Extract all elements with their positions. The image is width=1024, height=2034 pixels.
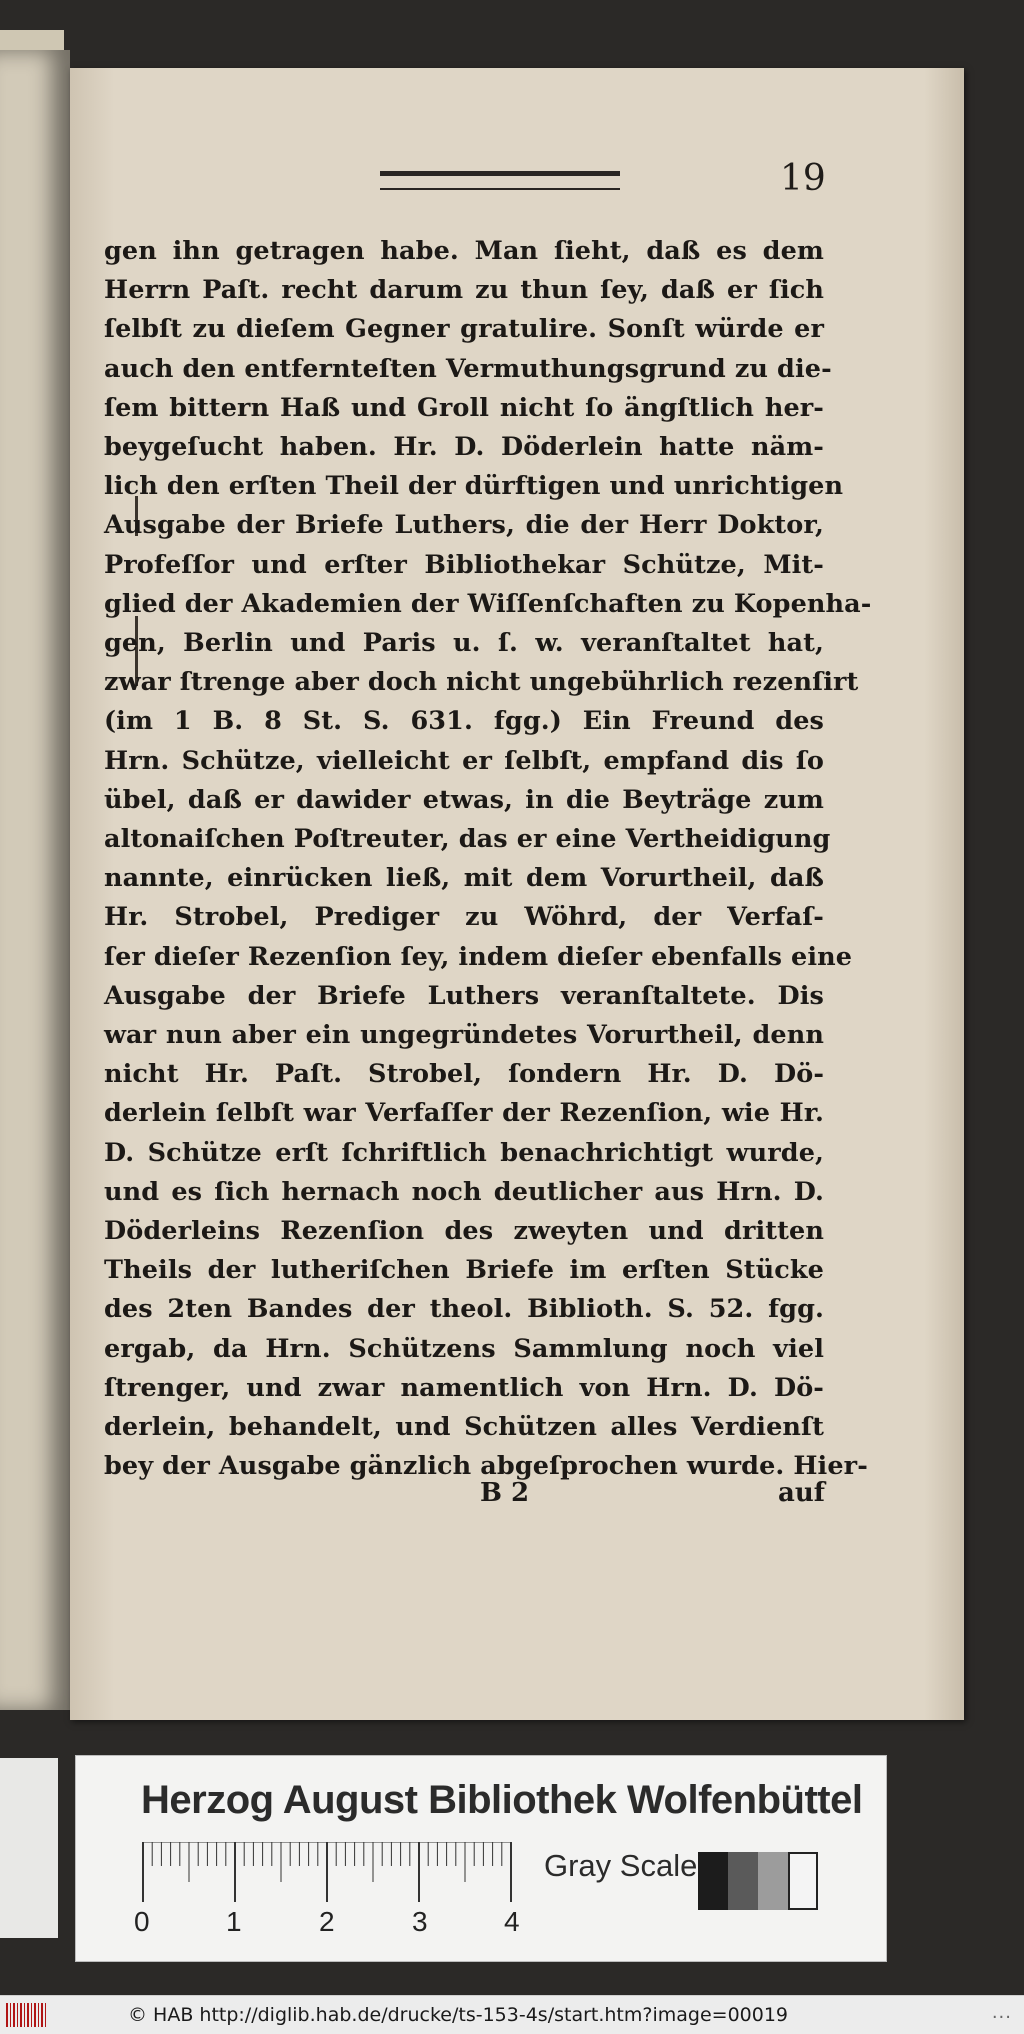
text-line: gen ihn getragen habe. Man ſieht, daß es dem xyxy=(104,236,824,266)
target-strip xyxy=(0,1758,58,1938)
text-line: ſem bittern Haß und Groll nicht ſo ängſtlich her- xyxy=(104,392,824,423)
text-line: übel, daß er dawider etwas, in die Beyträge zum xyxy=(104,784,824,815)
gray-swatch-white xyxy=(788,1852,818,1910)
gray-scale-label: Gray Scale xyxy=(544,1848,698,1883)
text-line: beygeſucht haben. Hr. D. Döderlein hatte näm- xyxy=(104,432,824,463)
viewer-footer xyxy=(0,1995,1024,2034)
text-line: Herrn Paſt. recht darum zu thun ſey, daß er ſich xyxy=(104,275,824,306)
text-line: derlein, behandelt, und Schützen alles Verdienſt xyxy=(104,1412,824,1443)
text-line: des 2ten Bandes der theol. Biblioth. S. 52. fgg. xyxy=(104,1294,824,1325)
catchword: auf xyxy=(778,1478,825,1508)
body-text xyxy=(104,232,872,1487)
text-line: Döderleins Rezenſion des zweyten und dritten xyxy=(104,1216,824,1247)
text-line: altonaiſchen Poſtreuter, das er eine Vertheidigung xyxy=(104,824,831,855)
text-line: D. Schütze erſt ſchriftlich benachrichtigt wurde, xyxy=(104,1137,824,1168)
text-line: auch den entfernteſten Vermuthungsgrund zu die- xyxy=(104,353,832,384)
text-line: ſer dieſer Rezenſion ſey, indem dieſer ebenfalls eine xyxy=(104,941,853,972)
text-line: Profeſſor und erſter Bibliothekar Schütze, Mit- xyxy=(104,549,824,580)
text-line: nicht Hr. Paſt. Strobel, ſondern Hr. D. Dö- xyxy=(104,1059,824,1090)
text-line: Ausgabe der Briefe Luthers, die der Herr Doktor, xyxy=(104,510,824,541)
ruler xyxy=(141,1842,513,1906)
text-line: lich den erſten Theil der dürftigen und unrichtigen xyxy=(104,471,844,502)
text-line: ergab, da Hrn. Schützens Sammlung noch viel xyxy=(104,1333,824,1364)
text-line: bey der Ausgabe gänzlich abgeſprochen wurde. Hier- xyxy=(104,1451,868,1482)
source-url[interactable]: © HAB http://diglib.hab.de/drucke/ts-153-4s/start.htm?image=00019 xyxy=(128,2004,789,2026)
text-line: nannte, einrücken ließ, mit dem Vorurtheil, daß xyxy=(104,863,824,894)
text-line: Theils der lutheriſchen Briefe im erſten Stücke xyxy=(104,1255,824,1286)
book-page xyxy=(70,68,964,1720)
text-line: ſelbſt zu dieſem Gegner gratulire. Sonſt würde er xyxy=(104,314,824,345)
signature-mark: B 2 xyxy=(480,1478,530,1508)
library-name: Herzog August Bibliothek Wolfenbüttel xyxy=(141,1778,863,1822)
text-line: war nun aber ein ungegründetes Vorurtheil, denn xyxy=(104,1020,824,1051)
gray-swatch-light xyxy=(758,1852,788,1910)
gray-swatch-dark xyxy=(728,1852,758,1910)
text-line: Ausgabe der Briefe Luthers veranſtaltete. Dis xyxy=(104,980,824,1011)
text-line: Hrn. Schütze, vielleicht er ſelbſt, empfand dis ſo xyxy=(104,745,824,776)
text-line: (im 1 B. 8 St. S. 631. fgg.) Ein Freund des xyxy=(104,706,824,737)
text-line: gen, Berlin und Paris u. ſ. w. veranſtaltet hat, xyxy=(104,628,824,659)
text-line: und es ſich hernach noch deutlicher aus Hrn. D. xyxy=(104,1176,824,1207)
ruler-number: 4 xyxy=(504,1906,520,1937)
text-line: Hr. Strobel, Prediger zu Wöhrd, der Verfaſ- xyxy=(104,902,824,933)
ruler-number: 1 xyxy=(226,1906,242,1937)
ruler-number: 3 xyxy=(412,1906,428,1937)
more-menu-icon[interactable]: ... xyxy=(991,2002,1012,2023)
page-number: 19 xyxy=(780,158,826,199)
color-target xyxy=(75,1755,887,1962)
barcode-icon[interactable] xyxy=(6,2003,46,2027)
text-line: zwar ſtrenge aber doch nicht ungebührlich rezenſirt xyxy=(104,667,859,698)
text-line: ſtrenger, und zwar namentlich von Hrn. D. Dö- xyxy=(104,1372,824,1403)
ruler-number: 2 xyxy=(319,1906,335,1937)
previous-page xyxy=(0,50,70,1710)
gray-swatch-black xyxy=(698,1852,728,1910)
text-line: derlein ſelbſt war Verfaſſer der Rezenſion, wie Hr. xyxy=(104,1098,824,1129)
text-line: glied der Akademien der Wiſſenſchaften zu Kopenha- xyxy=(104,588,872,619)
ruler-number: 0 xyxy=(134,1906,150,1937)
header-rule xyxy=(380,171,620,190)
